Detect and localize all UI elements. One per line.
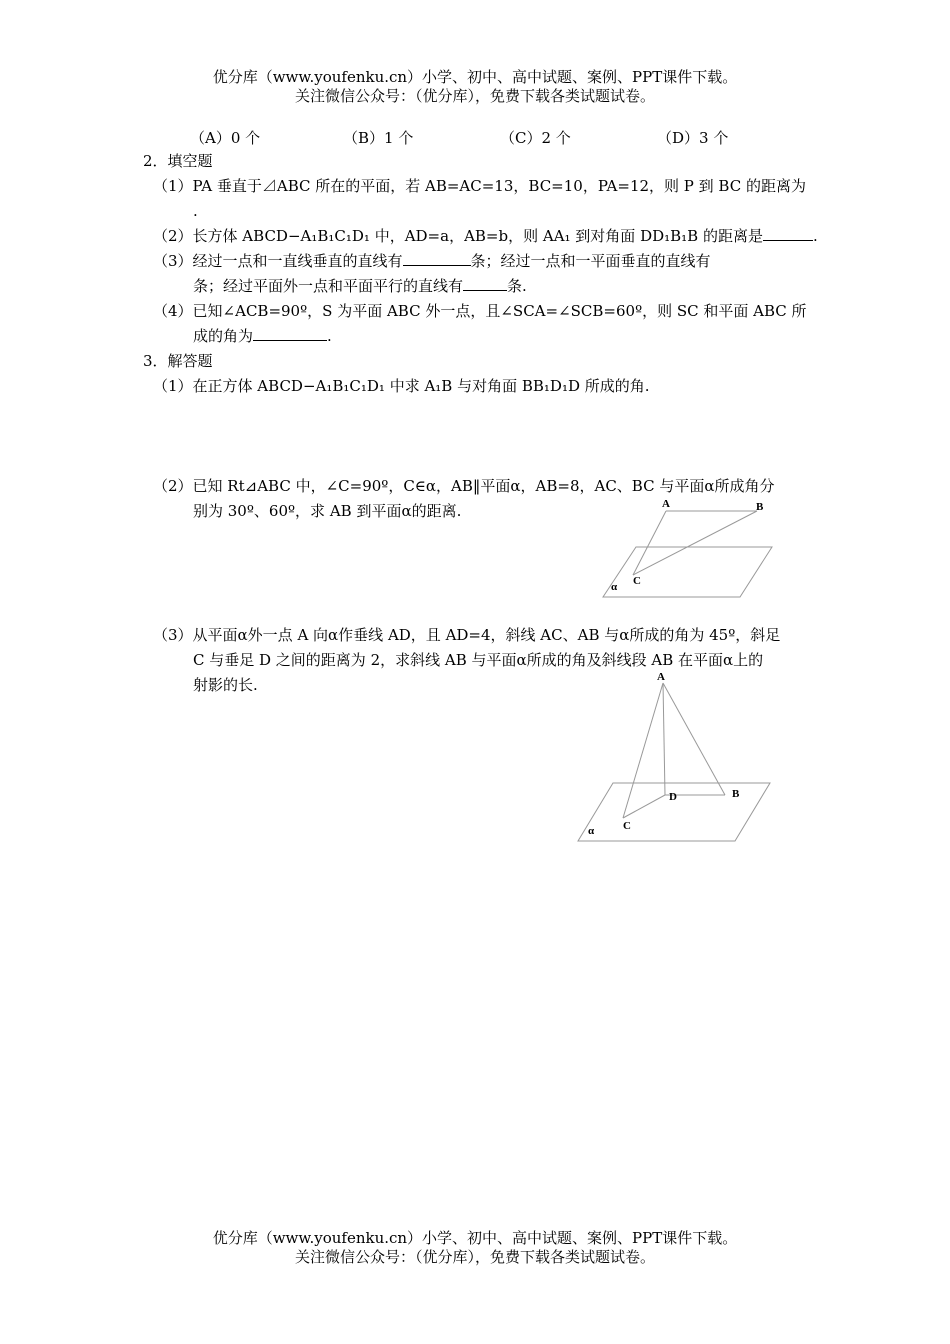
- point-d-label: D: [669, 791, 677, 803]
- fill-q3-line-1: [153, 251, 711, 271]
- fill-q1-line-2: .: [193, 202, 198, 220]
- footer-line-1: 优分库（www.youfenku.cn）小学、初中、高中试题、案例、PPT课件下载。: [212, 1229, 738, 1247]
- section-3-title: 3．解答题: [143, 352, 213, 370]
- answer-blank: [463, 276, 507, 291]
- segment-ac: [633, 511, 666, 575]
- fill-q4-text-a: 成的角为: [193, 327, 254, 345]
- solve-q1: （1）在正方体 ABCD−A₁B₁C₁D₁ 中求 A₁B 与对角面 BB₁D₁D 所成的角.: [153, 377, 650, 395]
- option-c: （C）2 个: [500, 129, 571, 147]
- point-b-label: B: [756, 501, 764, 513]
- figure-perpendicular: [575, 668, 775, 846]
- fill-q3-text-a: （3）经过一点和一直线垂直的直线有: [153, 252, 403, 270]
- fill-q4-line-2: [193, 326, 332, 346]
- solve-q2-line-1: （2）已知 Rt⊿ABC 中，∠C=90º，C∈α，AB‖平面α，AB=8，AC、BC 与平面α所成角分: [153, 477, 775, 495]
- header-line-1: 优分库（www.youfenku.cn）小学、初中、高中试题、案例、PPT课件下载。: [212, 68, 738, 86]
- point-a-label: A: [657, 671, 665, 683]
- point-a-label: A: [662, 498, 670, 510]
- segment-ad: [663, 683, 665, 795]
- segment-ab: [663, 683, 725, 795]
- solve-q2-line-2: 别为 30º、60º，求 AB 到平面α的距离.: [193, 502, 462, 520]
- plane-alpha: [603, 547, 772, 597]
- footer-line-2: 关注微信公众号：（优分库），免费下载各类试题试卷。: [294, 1248, 655, 1266]
- fill-q3-text-b: 条；经过一点和一平面垂直的直线有: [470, 252, 711, 270]
- solve-q3-line-3: 射影的长.: [193, 676, 258, 694]
- fill-q4-line-1: （4）已知∠ACB=90º，S 为平面 ABC 外一点，且∠SCA=∠SCB=60º，则 SC 和平面 ABC 所: [153, 302, 807, 320]
- solve-q3-line-2: C 与垂足 D 之间的距离为 2，求斜线 AB 与平面α所成的角及斜线段 AB 在平面α上的: [193, 651, 764, 669]
- point-b-label: B: [732, 788, 740, 800]
- fill-q4-text-b: .: [327, 327, 332, 345]
- fill-q3-text-c: 条；经过平面外一点和平面平行的直线有: [193, 277, 464, 295]
- point-c-label: C: [633, 575, 641, 587]
- option-d: （D）3 个: [657, 129, 729, 147]
- segment-bc: [633, 511, 757, 575]
- fill-q2: [153, 226, 818, 246]
- fill-q3-line-2: [193, 276, 527, 296]
- fill-q2-end: .: [812, 227, 818, 245]
- fill-q2-text: （2）长方体 ABCD−A₁B₁C₁D₁ 中，AD=a，AB=b，则 AA₁ 到对角面 DD₁B₁B 的距离是: [153, 227, 763, 245]
- plane-alpha-label: α: [611, 581, 618, 593]
- section-2-title: 2．填空题: [143, 152, 213, 170]
- segment-ac: [623, 683, 663, 818]
- option-b: （B）1 个: [343, 129, 414, 147]
- answer-blank: [403, 251, 471, 266]
- fill-q1-line-1: （1）PA 垂直于⊿ABC 所在的平面，若 AB=AC=13，BC=10，PA=12，则 P 到 BC 的距离为: [153, 177, 806, 195]
- answer-blank: [253, 326, 327, 341]
- answer-blank: [763, 226, 813, 241]
- header-line-2: 关注微信公众号：（优分库），免费下载各类试题试卷。: [294, 87, 655, 105]
- solve-q3-line-1: （3）从平面α外一点 A 向α作垂线 AD，且 AD=4，斜线 AC、AB 与α所成的角为 45º，斜足: [153, 626, 781, 644]
- figure-plane-triangle: [600, 495, 780, 605]
- plane-alpha-label: α: [588, 825, 595, 837]
- point-c-label: C: [623, 820, 631, 832]
- option-a: （A）0 个: [190, 129, 261, 147]
- fill-q3-text-d: 条.: [507, 277, 527, 295]
